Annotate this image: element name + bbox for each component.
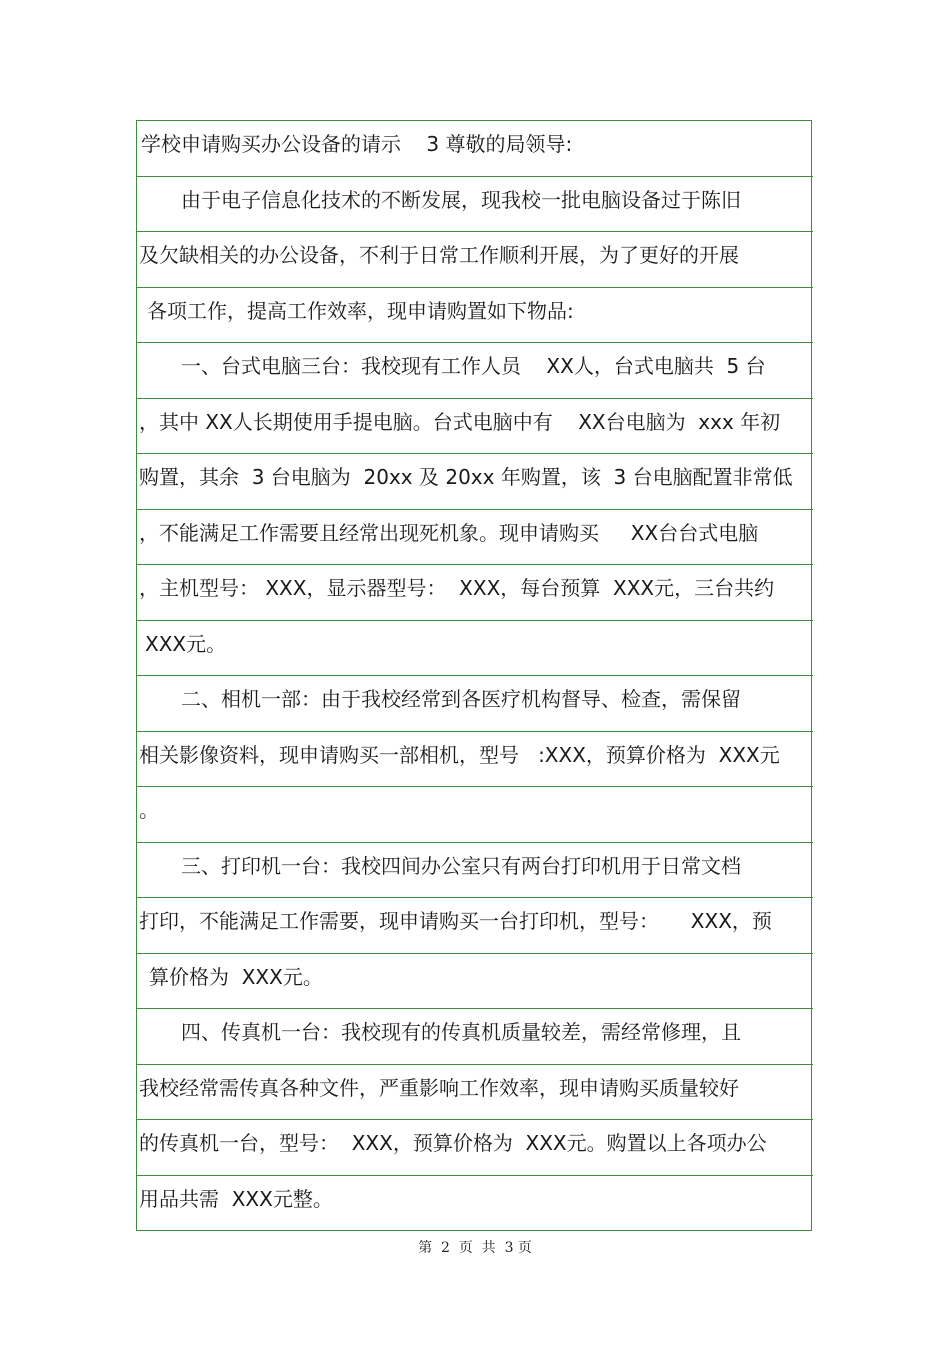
- line-text: 及欠缺相关的办公设备，不利于日常工作顺利开展，为了更好的开展: [139, 243, 739, 267]
- document-line: [137, 564, 813, 619]
- document-line: [137, 231, 813, 286]
- line-text: 相关影像资料，现申请购买一部相机，型号 :XXX，预算价格为 XXX元: [139, 743, 780, 767]
- document-line: [137, 897, 813, 952]
- line-text: XXX元。: [145, 632, 227, 656]
- line-text: 二、相机一部：由于我校经常到各医疗机构督导、检查，需保留: [181, 687, 741, 711]
- document-line: [137, 842, 813, 897]
- document-line: [137, 731, 813, 786]
- document-line: [137, 953, 813, 1008]
- document-line: [137, 398, 813, 453]
- line-text: ，主机型号： XXX，显示器型号： XXX，每台预算 XXX元，三台共约: [139, 576, 775, 600]
- document-line: [137, 176, 813, 231]
- line-text: 购置，其余 3 台电脑为 20xx 及 20xx 年购置，该 3 台电脑配置非常低: [139, 465, 793, 489]
- line-text: 各项工作，提高工作效率，现申请购置如下物品:: [147, 299, 574, 323]
- line-text: 算价格为 XXX元。: [149, 965, 323, 989]
- document-line: [137, 1064, 813, 1119]
- document-line: [137, 287, 813, 342]
- line-text: 一、台式电脑三台：我校现有工作人员 XX人，台式电脑共 5 台: [181, 354, 766, 378]
- line-text: 打印，不能满足工作需要，现申请购买一台打印机，型号： XXX，预: [139, 909, 772, 933]
- line-text: 用品共需 XXX元整。: [139, 1187, 333, 1211]
- line-text: 三、打印机一台：我校四间办公室只有两台打印机用于日常文档: [181, 854, 741, 878]
- document-line: [137, 509, 813, 564]
- document-line: [137, 620, 813, 675]
- line-text: 我校经常需传真各种文件，严重影响工作效率，现申请购买质量较好: [139, 1076, 739, 1100]
- document-line: [137, 1175, 813, 1230]
- document-line: [137, 1119, 813, 1174]
- line-text: 的传真机一台，型号： XXX，预算价格为 XXX元。购置以上各项办公: [139, 1131, 767, 1155]
- document-line: [137, 453, 813, 508]
- line-text: ，其中 XX人长期使用手提电脑。台式电脑中有 XX台电脑为 xxx 年初: [139, 410, 781, 434]
- document-line: [137, 675, 813, 730]
- line-text: ，不能满足工作需要且经常出现死机象。现申请购买 XX台台式电脑: [139, 521, 759, 545]
- document-frame: [136, 120, 812, 1231]
- line-text: 学校申请购买办公设备的请示 3 尊敬的局领导:: [141, 132, 573, 156]
- page-number-footer: 第 2 页 共 3 页: [418, 1240, 532, 1256]
- document-line: [137, 786, 813, 841]
- line-text: 四、传真机一台：我校现有的传真机质量较差，需经常修理，且: [181, 1020, 741, 1044]
- document-line: [137, 121, 813, 176]
- document-line: [137, 1008, 813, 1063]
- line-text: 由于电子信息化技术的不断发展，现我校一批电脑设备过于陈旧: [181, 188, 741, 212]
- line-text: 。: [139, 798, 159, 822]
- document-line: [137, 342, 813, 397]
